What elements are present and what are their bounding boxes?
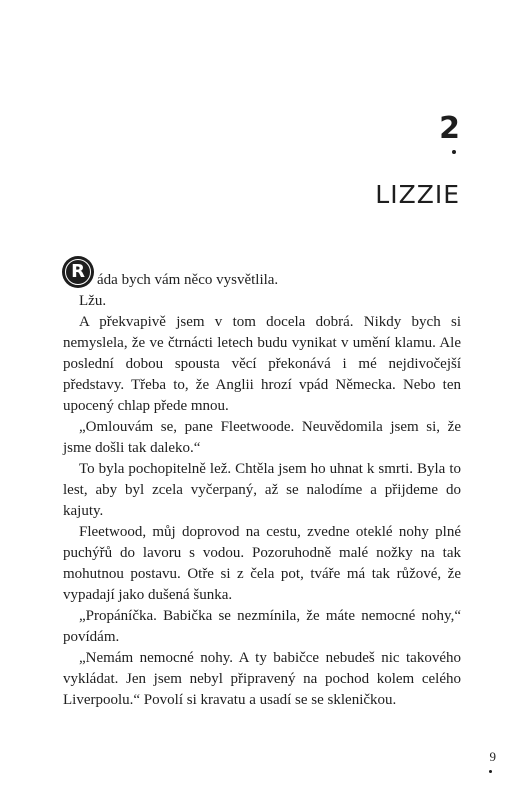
chapter-number: 2 bbox=[439, 111, 460, 146]
page-number: 9 bbox=[489, 749, 496, 764]
page-number-dot bbox=[489, 770, 492, 773]
dropcap-badge bbox=[62, 256, 94, 288]
paragraph: „Propáníčka. Babička se nezmínila, že máte nemocné nohy,“ povídám. bbox=[63, 608, 461, 645]
paragraph: áda bych vám něco vysvětlila. bbox=[97, 272, 279, 288]
paragraph: To byla pochopitelně lež. Chtěla jsem ho uhnat k smrti. Byla to lest, aby byl zcela vyčerpaný, až se nalodíme a přijdeme do kajuty. bbox=[63, 461, 461, 519]
chapter-body bbox=[63, 261, 461, 711]
dropcap-letter: R bbox=[65, 259, 91, 285]
chapter-title: LIZZIE bbox=[375, 180, 460, 209]
paragraph: A překvapivě jsem v tom docela dobrá. Nikdy bych si nemyslela, že ve čtrnácti letech budu vynikat v umění klamu. Ale poslední dobou spousta věcí překonává i mé nejdivočejší představy. Třeba to, že Anglii hrozí vpád Německa. Nebo ten upocený chlap přede mnou. bbox=[63, 314, 461, 414]
paragraph: Lžu. bbox=[79, 293, 107, 309]
paragraph: Fleetwood, můj doprovod na cestu, zvedne oteklé nohy plné puchýřů do lavoru s vodou. Pozoruhodně malé nožky na tak mohutnou postavu. Otře si z čela pot, tváře má tak růžové, že vypadají jako dušená šunka. bbox=[63, 524, 461, 603]
paragraph: „Omlouvám se, pane Fleetwoode. Neuvědomila jsem si, že jsme došli tak daleko.“ bbox=[63, 419, 461, 456]
paragraph: „Nemám nemocné nohy. A ty babičce nebudeš nic takového vykládat. Jen jsem nebyl připravený na pochod kolem celého Liverpoolu.“ Povolí si kravatu a usadí se se skleničkou. bbox=[63, 650, 461, 708]
chapter-ornament-dot bbox=[452, 150, 456, 154]
